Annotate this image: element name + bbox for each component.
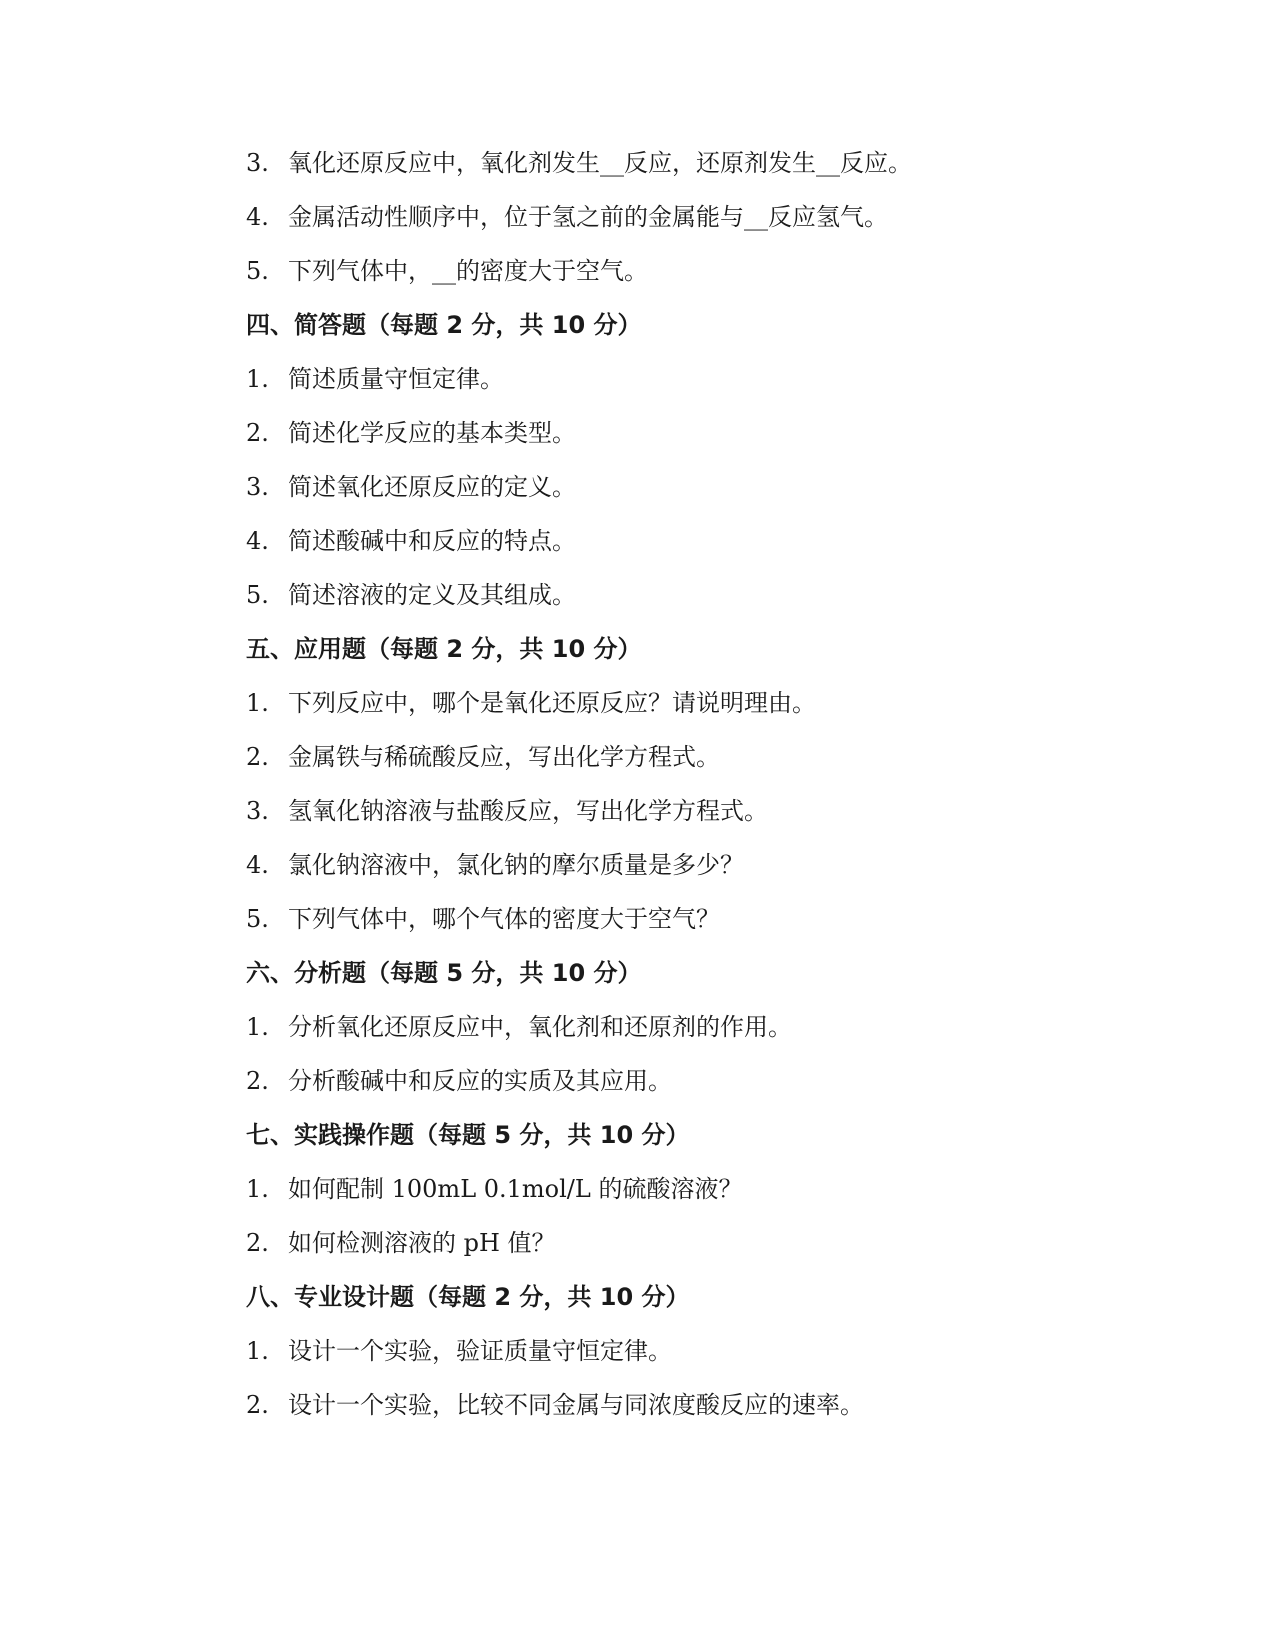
question-text: 如何配制 100mL 0.1mol/L 的硫酸溶液？	[288, 1175, 743, 1203]
question-list	[0, 1324, 1275, 1432]
question-list	[0, 1162, 1275, 1270]
question-list	[0, 1000, 1275, 1108]
question-item	[0, 1378, 1275, 1432]
question-text: 氧化还原反应中，氧化剂发生__反应，还原剂发生__反应。	[288, 149, 912, 177]
question-number: 4.	[246, 203, 269, 231]
question-item	[0, 190, 1275, 244]
question-number: 2.	[246, 1229, 269, 1257]
question-item	[0, 568, 1275, 622]
question-text: 下列反应中，哪个是氧化还原反应？请说明理由。	[288, 689, 816, 717]
section-heading: 六、分析题（每题 5 分，共 10 分）	[246, 959, 642, 987]
question-number: 2.	[246, 1391, 269, 1419]
question-number: 1.	[246, 365, 269, 393]
question-item	[0, 1324, 1275, 1378]
question-item	[0, 460, 1275, 514]
question-text: 设计一个实验，验证质量守恒定律。	[288, 1337, 672, 1365]
question-list	[0, 352, 1275, 622]
question-text: 下列气体中，哪个气体的密度大于空气？	[288, 905, 720, 933]
question-item	[0, 892, 1275, 946]
question-item	[0, 136, 1275, 190]
question-text: 分析氧化还原反应中，氧化剂和还原剂的作用。	[288, 1013, 792, 1041]
question-text: 金属铁与稀硫酸反应，写出化学方程式。	[288, 743, 720, 771]
question-item	[0, 838, 1275, 892]
question-text: 简述化学反应的基本类型。	[288, 419, 576, 447]
question-text: 简述溶液的定义及其组成。	[288, 581, 576, 609]
question-number: 1.	[246, 1175, 269, 1203]
question-text: 如何检测溶液的 pH 值？	[288, 1229, 556, 1257]
question-number: 2.	[246, 1067, 269, 1095]
question-number: 2.	[246, 419, 269, 447]
question-text: 氢氧化钠溶液与盐酸反应，写出化学方程式。	[288, 797, 768, 825]
question-number: 5.	[246, 581, 269, 609]
question-item	[0, 676, 1275, 730]
question-number: 1.	[246, 689, 269, 717]
question-item	[0, 1162, 1275, 1216]
section-heading: 四、简答题（每题 2 分，共 10 分）	[246, 311, 642, 339]
section-heading: 七、实践操作题（每题 5 分，共 10 分）	[246, 1121, 690, 1149]
question-item	[0, 1054, 1275, 1108]
question-number: 5.	[246, 257, 269, 285]
question-item	[0, 352, 1275, 406]
section-heading: 八、专业设计题（每题 2 分，共 10 分）	[246, 1283, 690, 1311]
question-text: 设计一个实验，比较不同金属与同浓度酸反应的速率。	[288, 1391, 864, 1419]
question-item	[0, 244, 1275, 298]
question-list	[0, 136, 1275, 298]
question-number: 2.	[246, 743, 269, 771]
question-number: 3.	[246, 149, 269, 177]
question-text: 简述酸碱中和反应的特点。	[288, 527, 576, 555]
question-text: 氯化钠溶液中，氯化钠的摩尔质量是多少？	[288, 851, 744, 879]
question-text: 简述氧化还原反应的定义。	[288, 473, 576, 501]
question-text: 分析酸碱中和反应的实质及其应用。	[288, 1067, 672, 1095]
document-page	[0, 136, 1275, 1432]
question-item	[0, 514, 1275, 568]
question-item	[0, 1000, 1275, 1054]
question-item	[0, 730, 1275, 784]
question-text: 金属活动性顺序中，位于氢之前的金属能与__反应氢气。	[288, 203, 888, 231]
question-number: 4.	[246, 527, 269, 555]
question-list	[0, 676, 1275, 946]
question-item	[0, 1216, 1275, 1270]
question-number: 1.	[246, 1337, 269, 1365]
question-number: 3.	[246, 797, 269, 825]
question-number: 3.	[246, 473, 269, 501]
section-heading: 五、应用题（每题 2 分，共 10 分）	[246, 635, 642, 663]
question-number: 1.	[246, 1013, 269, 1041]
question-text: 简述质量守恒定律。	[288, 365, 504, 393]
question-item	[0, 406, 1275, 460]
question-number: 4.	[246, 851, 269, 879]
question-number: 5.	[246, 905, 269, 933]
question-text: 下列气体中，__的密度大于空气。	[288, 257, 648, 285]
question-item	[0, 784, 1275, 838]
